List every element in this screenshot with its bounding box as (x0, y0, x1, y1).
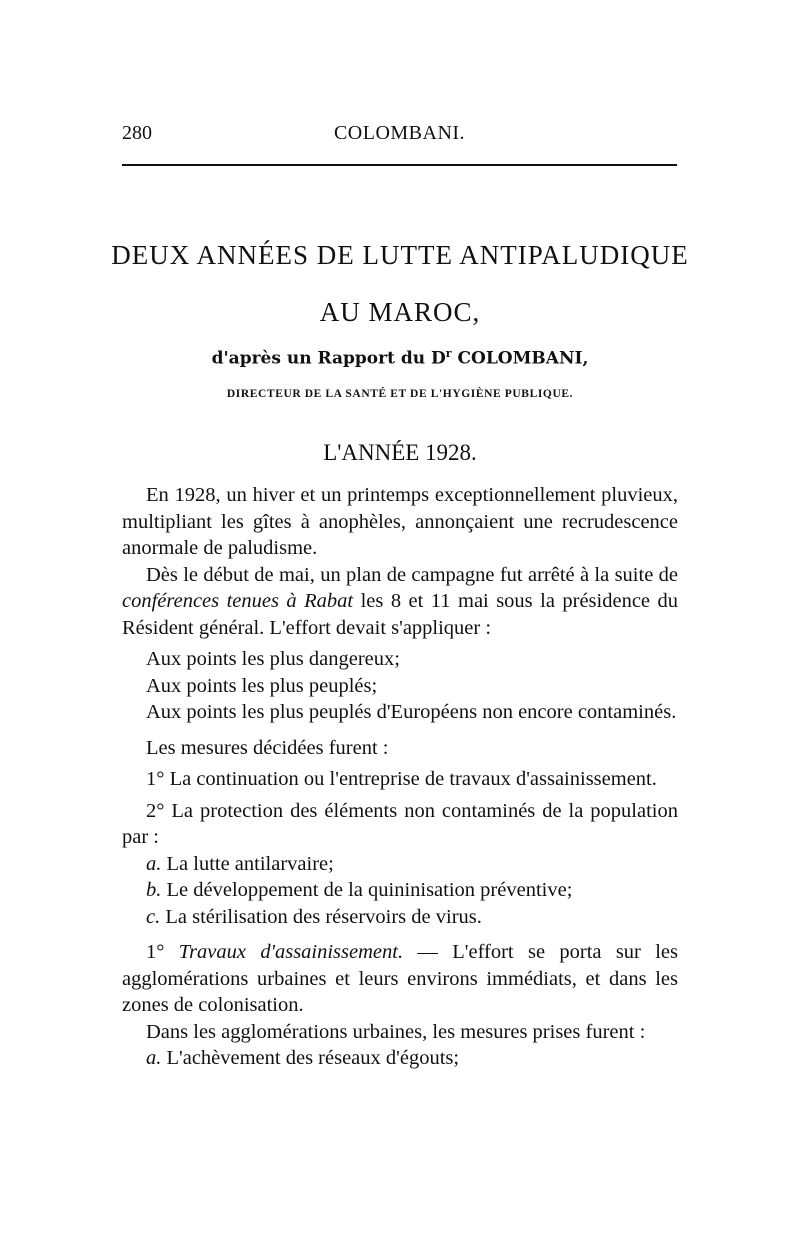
sub-item (122, 877, 678, 904)
item-number: 1° (146, 941, 179, 963)
item-letter: c. (146, 905, 161, 928)
byline-prefix: d'après un Rapport du D (211, 348, 446, 369)
list-item: Aux points les plus peuplés d'Européens non encore contaminés. (146, 701, 677, 723)
article-title-line2: AU MAROC, (319, 297, 481, 327)
item-text: L'achèvement des réseaux d'égouts; (161, 1047, 460, 1069)
measure-item: 2° La protection des éléments non contaminés de la population par : (122, 799, 678, 848)
measure-item: 1° La continuation ou l'entreprise de travaux d'assainissement. (146, 768, 657, 790)
item-letter: a. (146, 1047, 162, 1069)
paragraph (122, 939, 678, 1019)
byline (0, 347, 800, 369)
byline-author: COLOMBANI, (451, 348, 589, 369)
item-text: Le développement de la quininisation préventive; (161, 879, 573, 901)
text-run: — L'effort se porta sur les agglomérations urbaines et leurs environs immédiats, et dans les zones de colonisation. (122, 941, 678, 1016)
item-letter: b. (146, 879, 162, 901)
sub-item (122, 851, 678, 878)
byline-superscript: r (445, 347, 452, 360)
text-run: les 8 et 11 mai sous la présidence du Résident général. L'effort devait s'appliquer : (122, 590, 678, 639)
header-rule (122, 164, 677, 166)
author-affiliation: DIRECTEUR DE LA SANTÉ ET DE L'HYGIÈNE PUBLIQUE. (226, 388, 574, 400)
sub-item (122, 1045, 678, 1072)
sub-item (122, 904, 678, 931)
italic-text: conférences tenues à Rabat (122, 590, 354, 612)
page-header (122, 120, 677, 148)
item-letter: a. (146, 852, 162, 875)
item-text: La lutte antilarvaire; (161, 852, 334, 875)
section-heading: L'ANNÉE 1928. (323, 440, 477, 465)
list-item: Aux points les plus peuplés; (146, 674, 378, 697)
body-text (122, 482, 678, 1072)
paragraph: Dans les agglomérations urbaines, les mesures prises furent : (146, 1020, 646, 1043)
italic-heading: Travaux d'assainissement. (178, 941, 404, 963)
list-item: Aux points les plus dangereux; (146, 648, 400, 670)
paragraph (122, 562, 678, 642)
text-run: Dès le début de mai, un plan de campagne fut arrêté à la suite de (146, 563, 678, 586)
article-title-line1: DEUX ANNÉES DE LUTTE ANTIPALUDIQUE (111, 240, 689, 270)
running-title: COLOMBANI. (333, 122, 466, 144)
paragraph: En 1928, un hiver et un printemps exceptionnellement pluvieux, multipliant les gîtes à anophèles, annonçaient une recrudescence anormale de paludisme. (122, 484, 678, 559)
item-text: La stérilisation des réservoirs de virus. (160, 905, 482, 928)
paragraph: Les mesures décidées furent : (146, 736, 389, 759)
page-number: 280 (122, 122, 152, 144)
